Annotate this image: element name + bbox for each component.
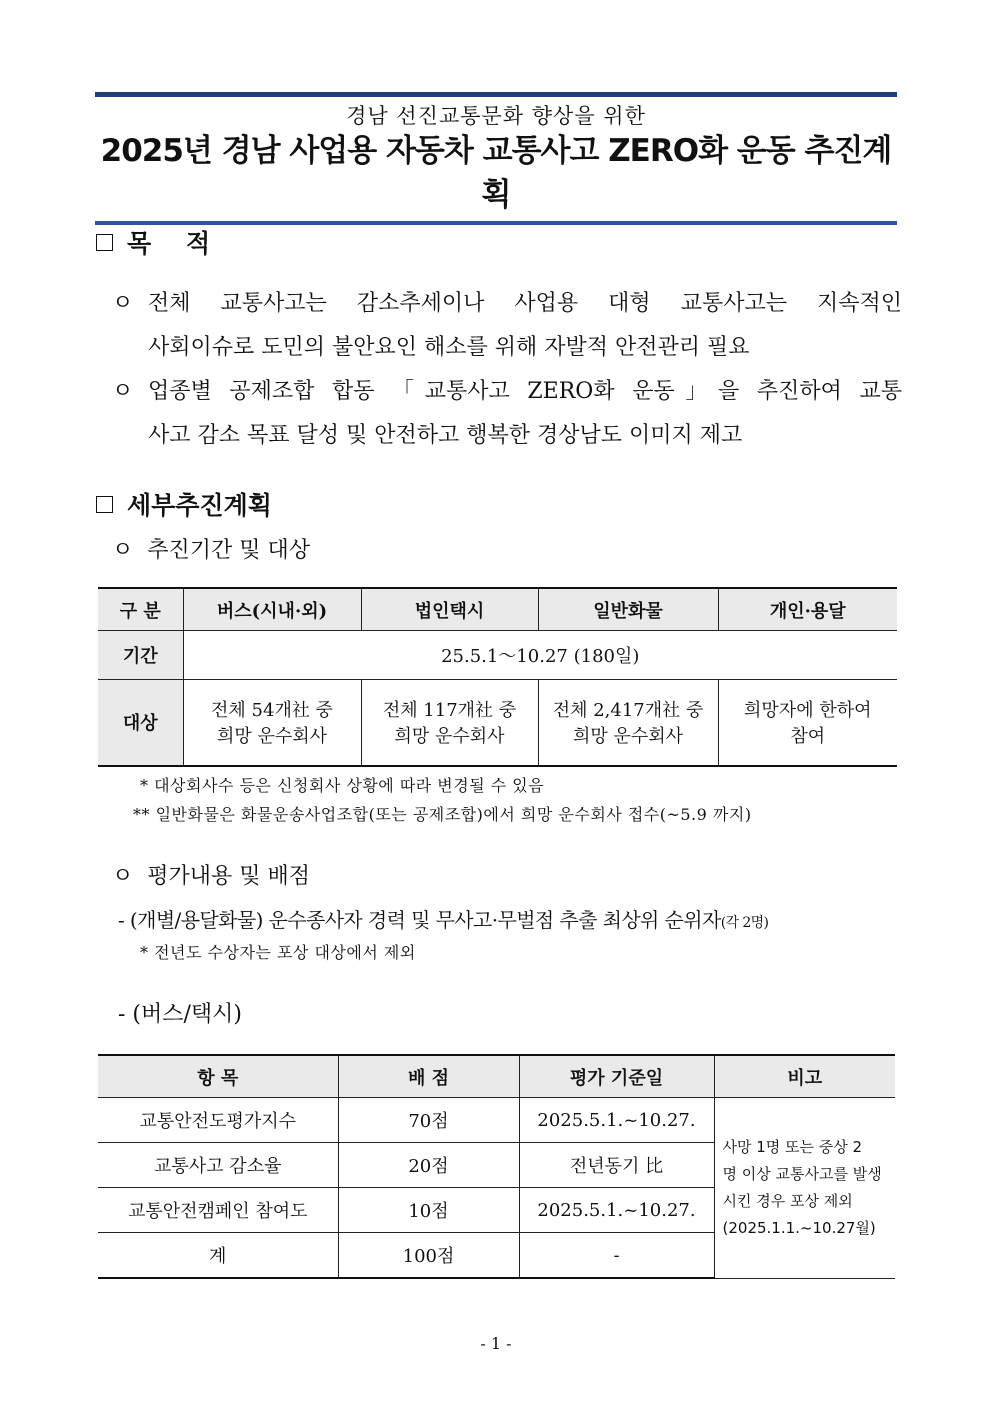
target-line: 희망 운수회사: [394, 726, 505, 748]
period-target-heading: ㅇ 추진기간 및 대상: [112, 538, 310, 563]
table-header-cell: 일반화물: [538, 588, 718, 631]
score-date: 2025.5.1.~10.27.: [519, 1098, 714, 1143]
target-cell-taxi: [361, 680, 538, 766]
section-detail-heading: [96, 486, 272, 522]
purpose-item-1: [112, 282, 902, 370]
section-detail-label: 세부추진계획: [127, 491, 272, 520]
table-header-cell: 개인·용달: [718, 588, 897, 631]
footnote-2: ** 일반화물은 화물운송사업조합(또는 공제조합)에서 희망 운수회사 접수(~5.9 까지): [133, 805, 752, 824]
period-row-label: 기간: [98, 631, 183, 680]
target-row-label: 대상: [98, 680, 183, 766]
footnote-1: * 대상회사수 등은 신청회사 상황에 따라 변경될 수 있음: [140, 776, 545, 795]
table-header-cell: 배 점: [338, 1055, 519, 1098]
purpose-item-1-line2: 사회이슈로 도민의 불안요인 해소를 위해 자발적 안전관리 필요: [148, 335, 750, 360]
circle-bullet-icon: ㅇ: [112, 379, 134, 404]
score-points: 100점: [338, 1233, 519, 1279]
period-target-table: [98, 587, 897, 767]
eval-line-suffix: (각 2명): [720, 915, 769, 931]
title-top-rule: [95, 92, 897, 97]
eval-note: * 전년도 수상자는 포상 대상에서 제외: [140, 943, 416, 962]
score-note: [714, 1098, 895, 1279]
target-line: 전체 2,417개社 중: [552, 700, 704, 722]
section-purpose-label: 목 적: [127, 229, 211, 258]
score-points: 20점: [338, 1143, 519, 1188]
target-cell-individual: [718, 680, 897, 766]
bus-taxi-heading: - (버스/택시): [118, 1002, 243, 1027]
target-line: 전체 54개社 중: [211, 700, 333, 722]
target-line: 희망자에 한하여: [744, 700, 872, 722]
document-subtitle: 경남 선진교통문화 향상을 위한: [346, 104, 646, 128]
square-bullet-icon: [96, 496, 113, 513]
target-line: 희망 운수회사: [572, 726, 684, 748]
score-date: 전년동기 比: [519, 1143, 714, 1188]
page-number: - 1 -: [480, 1334, 512, 1353]
score-points: 10점: [338, 1188, 519, 1233]
note-line: 사망 1명 또는 중상 2: [722, 1137, 863, 1156]
table-header-cell: 평가 기준일: [519, 1055, 714, 1098]
eval-line: [118, 905, 768, 938]
table-header-cell: 구 분: [98, 588, 183, 631]
note-line: 시킨 경우 포상 제외: [722, 1191, 853, 1210]
table-header-cell: 법인택시: [361, 588, 538, 631]
table-row: [98, 1098, 895, 1143]
score-item: 교통안전캠페인 참여도: [98, 1188, 338, 1233]
evaluation-heading: ㅇ 평가내용 및 배점: [112, 864, 310, 889]
score-points: 70점: [338, 1098, 519, 1143]
title-bottom-rule: [95, 221, 897, 225]
score-table: [98, 1054, 895, 1279]
title-block: [95, 92, 897, 225]
purpose-item-2-line2: 사고 감소 목표 달성 및 안전하고 행복한 경상남도 이미지 제고: [148, 423, 743, 448]
score-date: 2025.5.1.~10.27.: [519, 1188, 714, 1233]
score-date: -: [519, 1233, 714, 1279]
target-line: 참여: [790, 726, 826, 748]
square-bullet-icon: [96, 234, 113, 251]
table-header-cell: 비고: [714, 1055, 895, 1098]
eval-line-main: - (개별/용달화물) 운수종사자 경력 및 무사고·무벌점 추출 최상위 순위자: [118, 908, 721, 932]
document-title: 2025년 경남 사업용 자동차 교통사고 ZERO화 운동 추진계획: [100, 133, 892, 213]
period-value: 25.5.1～10.27 (180일): [183, 631, 897, 680]
purpose-item-1-line1: 전체 교통사고는 감소추세이나 사업용 대형 교통사고는 지속적인: [148, 291, 902, 316]
purpose-item-2-line1: 업종별 공제조합 합동 「교통사고 ZERO화 운동」을 추진하여 교통: [148, 379, 902, 404]
score-item: 교통사고 감소율: [98, 1143, 338, 1188]
section-purpose-heading: [96, 224, 210, 260]
target-cell-cargo: [538, 680, 718, 766]
target-line: 전체 117개社 중: [382, 700, 517, 722]
purpose-item-2: [112, 370, 902, 458]
note-line: 명 이상 교통사고를 발생: [722, 1164, 882, 1183]
target-line: 희망 운수회사: [216, 726, 328, 748]
table-header-cell: 항 목: [98, 1055, 338, 1098]
target-cell-bus: [183, 680, 361, 766]
score-item: 교통안전도평가지수: [98, 1098, 338, 1143]
table-header-cell: 버스(시내·외): [183, 588, 361, 631]
score-item: 계: [98, 1233, 338, 1279]
note-line: (2025.1.1.~10.27월): [722, 1218, 876, 1237]
circle-bullet-icon: ㅇ: [112, 291, 134, 316]
